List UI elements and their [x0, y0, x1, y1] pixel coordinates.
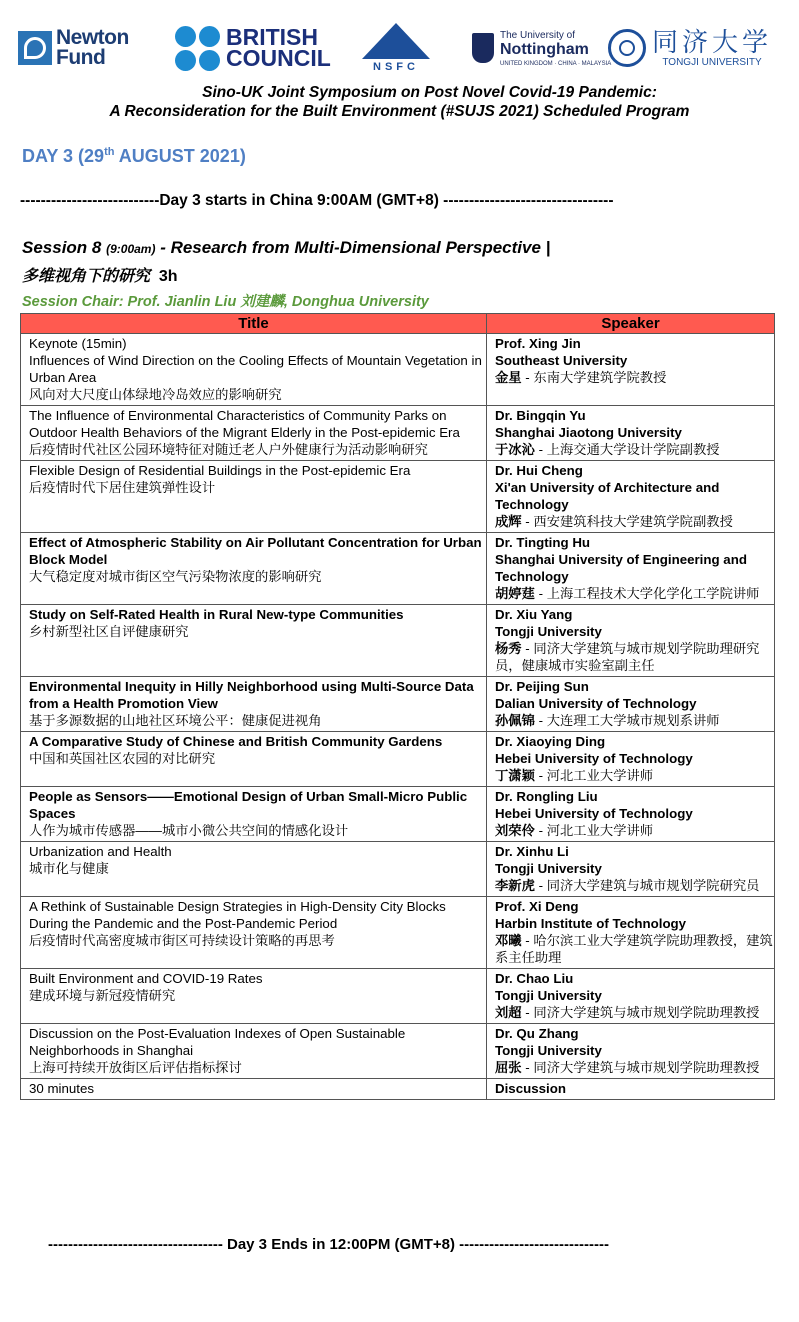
title-cell: The Influence of Environmental Characteristics of Community Parks on Outdoor Health Behaviors of the Migrant Elderly in the Post-epidemic Era 后疫情时代社区公园环境特征对随迁老人户外健康行为活动影响研究: [21, 406, 487, 461]
table-row: [21, 406, 775, 461]
session-title: Session 8 (9:00am) - Research from Multi-Dimensional Perspective |: [22, 238, 551, 257]
nsfc-logo: [362, 18, 430, 78]
tongji-seal-icon: [608, 29, 646, 67]
title-cell: Effect of Atmospheric Stability on Air Pollutant Concentration for Urban Block Model 大气稳定度对城市街区空气污染物浓度的影响研究: [21, 533, 487, 605]
speaker-cell: Dr. Xiu Yang Tongji University 杨秀 - 同济大学建筑与城市规划学院助理研究员，健康城市实验室副主任: [487, 605, 775, 677]
speaker-cell: Discussion: [487, 1079, 775, 1100]
tongji-logo: [608, 18, 772, 78]
speaker-cell: Dr. Xiaoying Ding Hebei University of Technology 丁潇颖 - 河北工业大学讲师: [487, 732, 775, 787]
nottingham-top-text: The University of: [500, 29, 576, 41]
tongji-cn-text: 同济大学: [652, 27, 773, 58]
title-cell: A Rethink of Sustainable Design Strategies in High-Density City Blocks During the Pandemic and the Post-Pandemic Period 后疫情时代高密度城市街区可持续设计策略的再思考: [21, 897, 487, 969]
nottingham-crest-icon: [472, 33, 494, 63]
day-ends-line: ----------------------------------- Day 3 Ends in 12:00PM (GMT+8) ------------------------------: [48, 1236, 609, 1253]
table-row: [21, 897, 775, 969]
table-row: [21, 1024, 775, 1079]
title-cell: Built Environment and COVID-19 Rates 建成环境与新冠疫情研究: [21, 969, 487, 1024]
nsfc-mountain-icon: [362, 23, 430, 59]
title-cell: Environmental Inequity in Hilly Neighborhood using Multi-Source Data from a Health Promotion View 基于多源数据的山地社区环境公平：健康促进视角: [21, 677, 487, 732]
table-row: [21, 1079, 775, 1100]
header-title: Title: [21, 314, 487, 334]
title-cell: Discussion on the Post-Evaluation Indexes of Open Sustainable Neighborhoods in Shanghai 上海可持续开放街区后评估指标探讨: [21, 1024, 487, 1079]
table-row: [21, 334, 775, 406]
session-duration: 3h: [158, 268, 178, 285]
table-header-row: [21, 314, 775, 334]
british-council-text: BRITISH COUNCIL: [226, 24, 331, 71]
day-starts-line: ---------------------------Day 3 starts in China 9:00AM (GMT+8) ---------------------------------: [20, 192, 614, 209]
speaker-cell: Dr. Rongling Liu Hebei University of Technology 刘荣伶 - 河北工业大学讲师: [487, 787, 775, 842]
speaker-cell: Dr. Chao Liu Tongji University 刘超 - 同济大学建筑与城市规划学院助理教授: [487, 969, 775, 1024]
speaker-cell: Prof. Xi Deng Harbin Institute of Technology 邓曦 - 哈尔滨工业大学建筑学院助理教授，建筑系主任助理: [487, 897, 775, 969]
title-cell: Flexible Design of Residential Buildings in the Post-epidemic Era 后疫情时代下居住建筑弹性设计: [21, 461, 487, 533]
speaker-cell: Dr. Qu Zhang Tongji University 屈张 - 同济大学建筑与城市规划学院助理教授: [487, 1024, 775, 1079]
speaker-cell: Dr. Tingting Hu Shanghai University of Engineering and Technology 胡婷莛 - 上海工程技术大学化学化工学院讲师: [487, 533, 775, 605]
newton-fund-text: Newton Fund: [56, 26, 129, 69]
title-cell: 30 minutes: [21, 1079, 487, 1100]
speaker-cell: Dr. Bingqin Yu Shanghai Jiaotong University 于冰沁 - 上海交通大学设计学院副教授: [487, 406, 775, 461]
table-row: [21, 842, 775, 897]
schedule-table: [20, 313, 775, 1100]
title-cell: People as Sensors——Emotional Design of Urban Small-Micro Public Spaces 人作为城市传感器——城市小微公共空间的情感化设计: [21, 787, 487, 842]
title-cell: Keynote (15min) Influences of Wind Direction on the Cooling Effects of Mountain Vegetation in Urban Area 风向对大尺度山体绿地冷岛效应的影响研究: [21, 334, 487, 406]
table-row: [21, 969, 775, 1024]
table-row: [21, 533, 775, 605]
logo-strip: [0, 18, 799, 78]
nsfc-text: NSFC: [373, 61, 419, 73]
day-title: DAY 3 (29th AUGUST 2021): [22, 146, 246, 166]
session-title-cn: 多维视角下的研究 3h: [22, 268, 178, 285]
table-row: [21, 677, 775, 732]
british-council-dots-icon: [175, 26, 220, 71]
title-cell: A Comparative Study of Chinese and British Community Gardens 中国和英国社区农园的对比研究: [21, 732, 487, 787]
newton-fund-mark-icon: [18, 31, 52, 65]
table-row: [21, 732, 775, 787]
newton-fund-logo: [18, 18, 146, 78]
symposium-title-line2: A Reconsideration for the Built Environment (#SUJS 2021) Scheduled Program: [109, 103, 690, 120]
speaker-cell: Dr. Xinhu Li Tongji University 李新虎 - 同济大学建筑与城市规划学院研究员: [487, 842, 775, 897]
nottingham-name-text: Nottingham: [500, 40, 589, 58]
table-row: [21, 461, 775, 533]
symposium-title-line1: Sino-UK Joint Symposium on Post Novel Covid-19 Pandemic:: [202, 84, 657, 101]
header-speaker: Speaker: [487, 314, 775, 334]
title-cell: Urbanization and Health 城市化与健康: [21, 842, 487, 897]
british-council-logo: [175, 18, 346, 78]
session-time: (9:00am): [106, 242, 156, 256]
title-cell: Study on Self-Rated Health in Rural New-type Communities 乡村新型社区自评健康研究: [21, 605, 487, 677]
table-row: [21, 787, 775, 842]
speaker-cell: Dr. Hui Cheng Xi'an University of Architecture and Technology 成辉 - 西安建筑科技大学建筑学院副教授: [487, 461, 775, 533]
session-chair: Session Chair: Prof. Jianlin Liu 刘建麟, Donghua University: [22, 294, 429, 310]
speaker-cell: Dr. Peijing Sun Dalian University of Technology 孙佩锦 - 大连理工大学城市规划系讲师: [487, 677, 775, 732]
tongji-en-text: TONGJI UNIVERSITY: [662, 56, 762, 68]
table-row: [21, 605, 775, 677]
nottingham-sub-text: UNITED KINGDOM · CHINA · MALAYSIA: [500, 60, 612, 67]
speaker-cell: Prof. Xing Jin Southeast University 金星 - 东南大学建筑学院教授: [487, 334, 775, 406]
nottingham-logo: [472, 18, 611, 78]
